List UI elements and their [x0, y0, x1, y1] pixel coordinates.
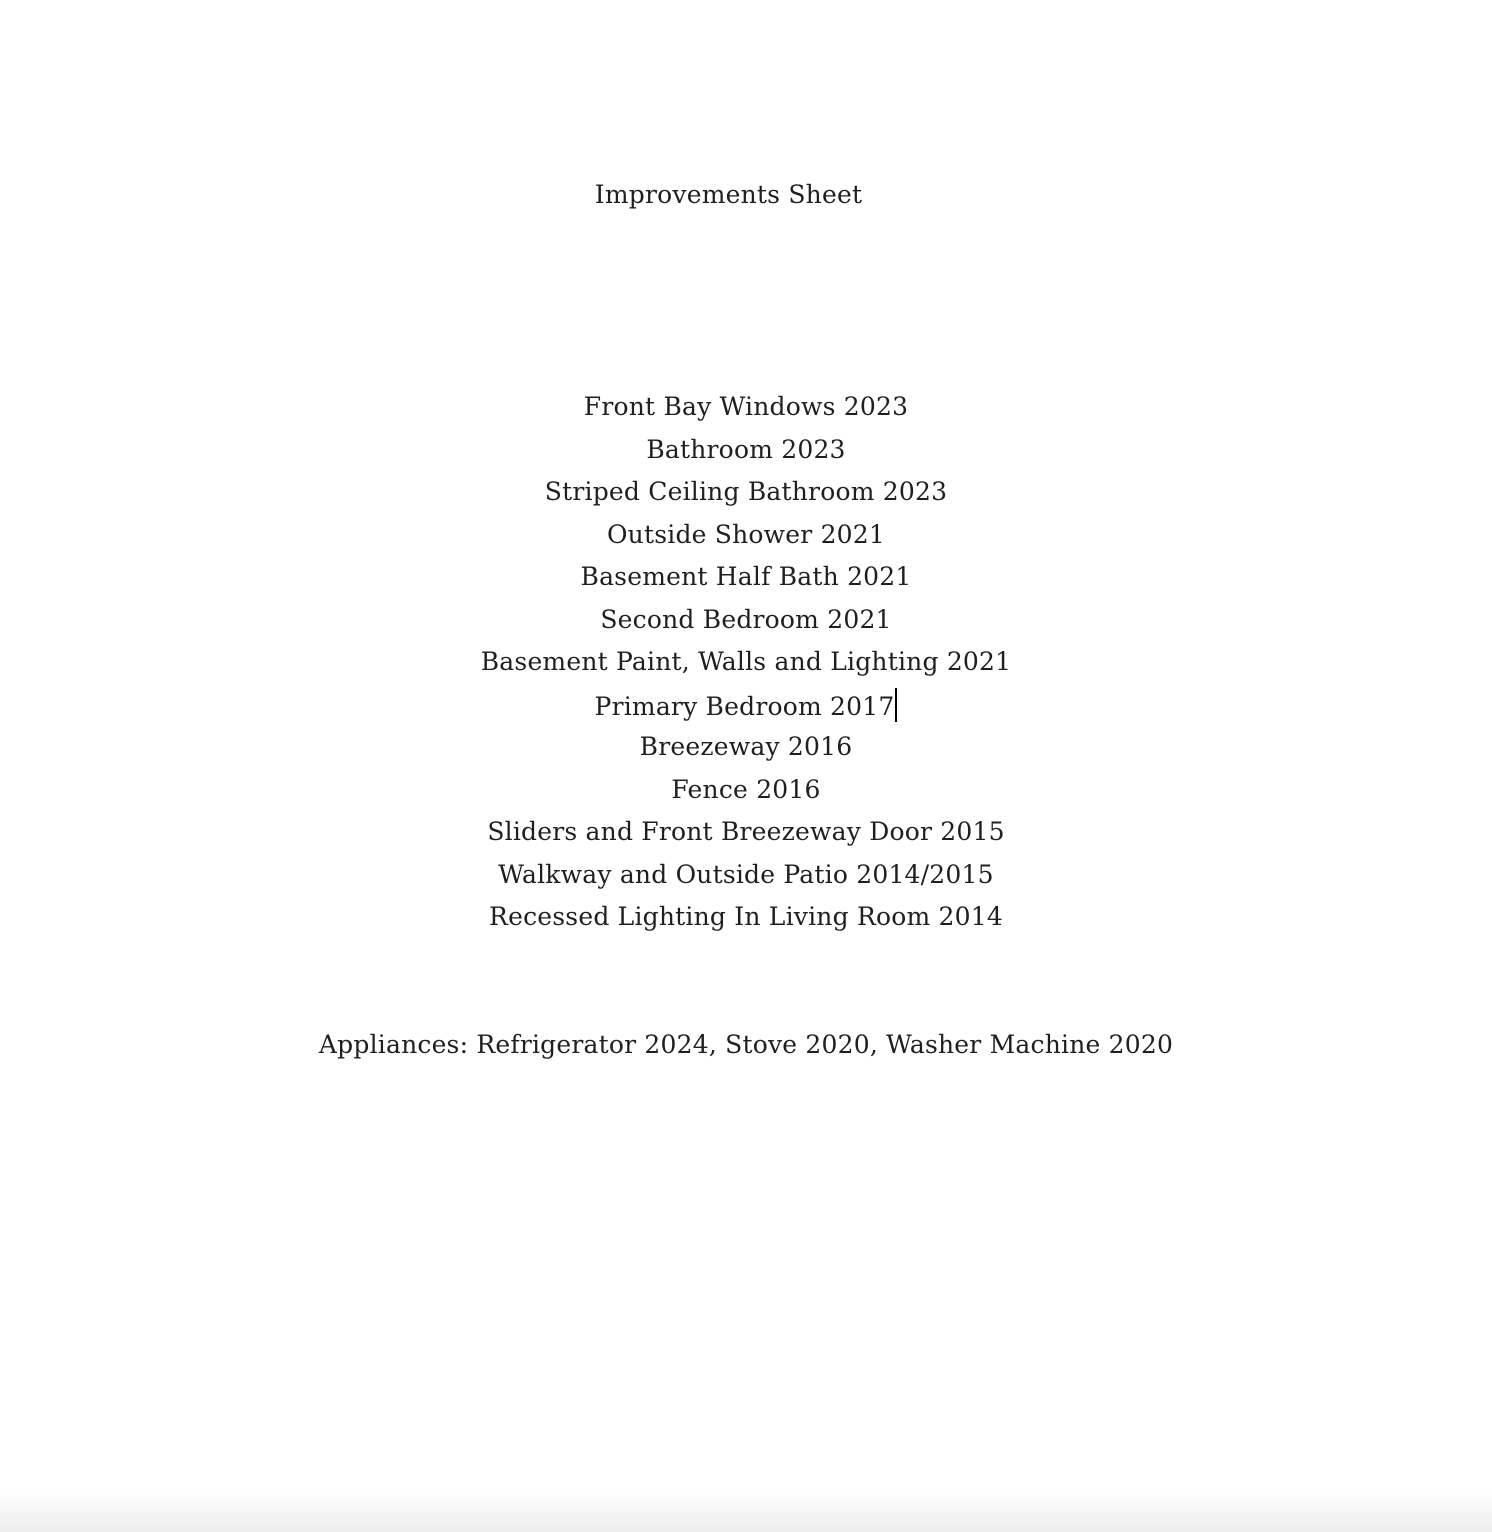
list-item: Basement Half Bath 2021: [580, 562, 912, 591]
list-item: Recessed Lighting In Living Room 2014: [489, 902, 1003, 931]
text-cursor: [895, 688, 897, 722]
list-item: Fence 2016: [671, 774, 821, 804]
list-item: Second Bedroom 2021: [600, 604, 892, 634]
list-item: Striped Ceiling Bathroom 2023: [544, 477, 948, 506]
document-title: Improvements Sheet: [594, 180, 863, 209]
improvements-list: [0, 390, 1492, 943]
list-item: Front Bay Windows 2023: [583, 392, 909, 421]
list-item: Walkway and Outside Patio 2014/2015: [498, 859, 994, 889]
list-item: Sliders and Front Breezeway Door 2015: [487, 817, 1005, 846]
list-item: Basement Paint, Walls and Lighting 2021: [480, 647, 1012, 676]
list-item: Primary Bedroom 2017: [0, 688, 1492, 731]
bottom-edge-shadow: [0, 1492, 1492, 1532]
list-item: Bathroom 2023: [646, 434, 846, 464]
list-item: Outside Shower 2021: [606, 519, 885, 549]
list-item: Breezeway 2016: [639, 732, 853, 761]
appliances-line: Appliances: Refrigerator 2024, Stove 2020, Washer Machine 2020: [318, 1030, 1174, 1059]
